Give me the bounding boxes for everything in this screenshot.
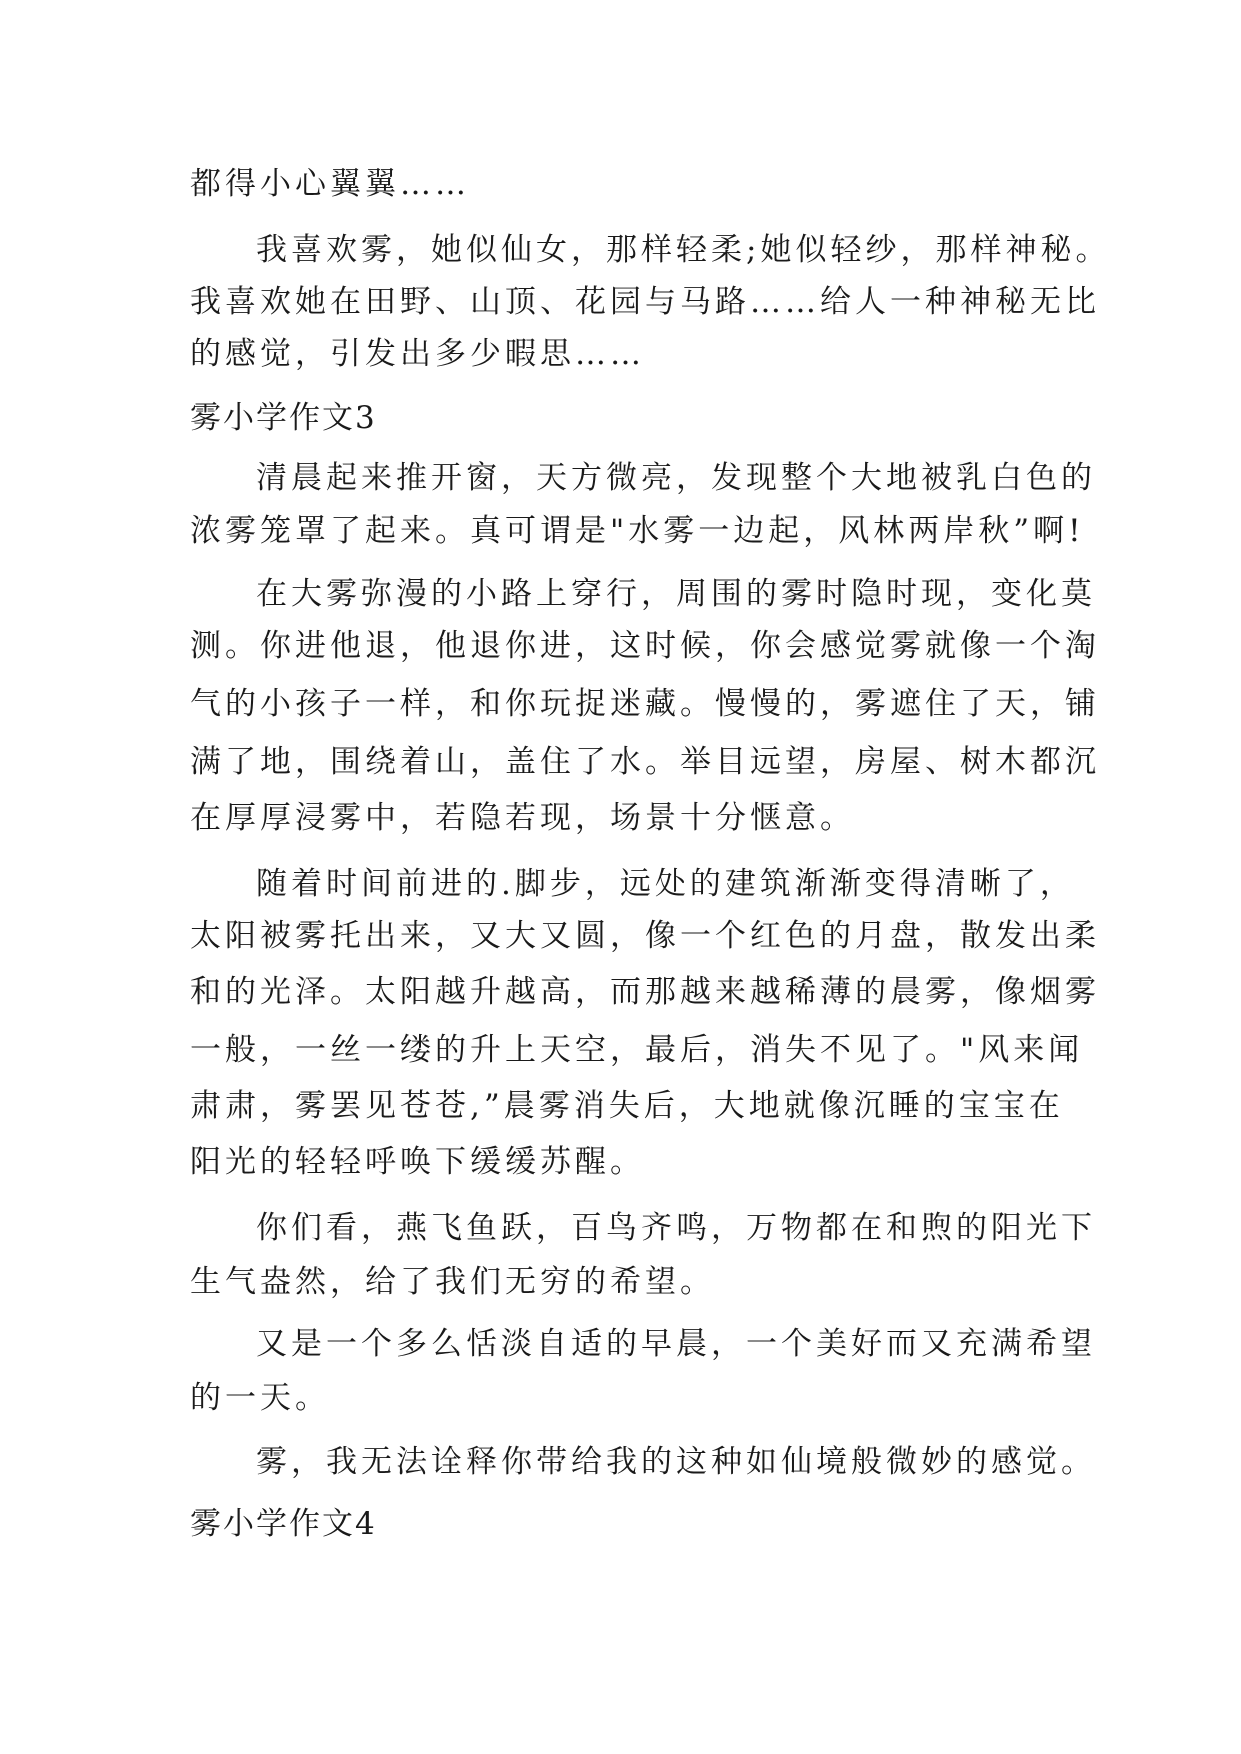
- section-heading: 雾小学作文4: [190, 1506, 377, 1542]
- paragraph-start-line: 清晨起来推开窗，天方微亮，发现整个大地被乳白色的: [256, 460, 1096, 496]
- text-line: 我喜欢她在田野、山顶、花园与马路……给人一种神秘无比: [190, 284, 1100, 320]
- text-line: 太阳被雾托出来，又大又圆，像一个红色的月盘，散发出柔: [190, 918, 1100, 954]
- paragraph-start-line: 雾，我无法诠释你带给我的这种如仙境般微妙的感觉。: [256, 1444, 1096, 1480]
- paragraph-start-line: 你们看，燕飞鱼跃，百鸟齐鸣，万物都在和煦的阳光下: [256, 1210, 1096, 1246]
- text-line: 满了地，围绕着山，盖住了水。举目远望，房屋、树木都沉: [190, 744, 1100, 780]
- text-line: 一般，一丝一缕的升上天空，最后，消失不见了。"风来闻: [190, 1032, 1084, 1068]
- text-line: 肃肃，雾罢见苍苍,”晨雾消失后，大地就像沉睡的宝宝在: [190, 1088, 1064, 1124]
- text-line: 生气盎然，给了我们无穷的希望。: [190, 1264, 715, 1300]
- text-line: 的一天。: [190, 1380, 330, 1416]
- text-line: 和的光泽。太阳越升越高，而那越来越稀薄的晨雾，像烟雾: [190, 974, 1100, 1010]
- text-line: 的感觉，引发出多少暇思……: [190, 336, 645, 372]
- paragraph-start-line: 我喜欢雾，她似仙女，那样轻柔;她似轻纱，那样神秘。: [256, 232, 1111, 268]
- section-heading: 雾小学作文3: [190, 400, 377, 436]
- text-line: 阳光的轻轻呼唤下缓缓苏醒。: [190, 1144, 645, 1180]
- text-line: 在厚厚浸雾中，若隐若现，场景十分惬意。: [190, 800, 855, 836]
- text-line: 测。你进他退，他退你进，这时候，你会感觉雾就像一个淘: [190, 628, 1100, 664]
- text-line: 浓雾笼罩了起来。真可谓是"水雾一边起，风林两岸秋”啊!: [190, 513, 1085, 549]
- paragraph-start-line: 随着时间前进的.脚步，远处的建筑渐渐变得清晰了，: [256, 866, 1075, 902]
- paragraph-start-line: 又是一个多么恬淡自适的早晨，一个美好而又充满希望: [256, 1326, 1096, 1362]
- text-line: 都得小心翼翼……: [190, 166, 470, 202]
- text-line: 气的小孩子一样，和你玩捉迷藏。慢慢的，雾遮住了天，铺: [190, 686, 1100, 722]
- paragraph-start-line: 在大雾弥漫的小路上穿行，周围的雾时隐时现，变化莫: [256, 576, 1096, 612]
